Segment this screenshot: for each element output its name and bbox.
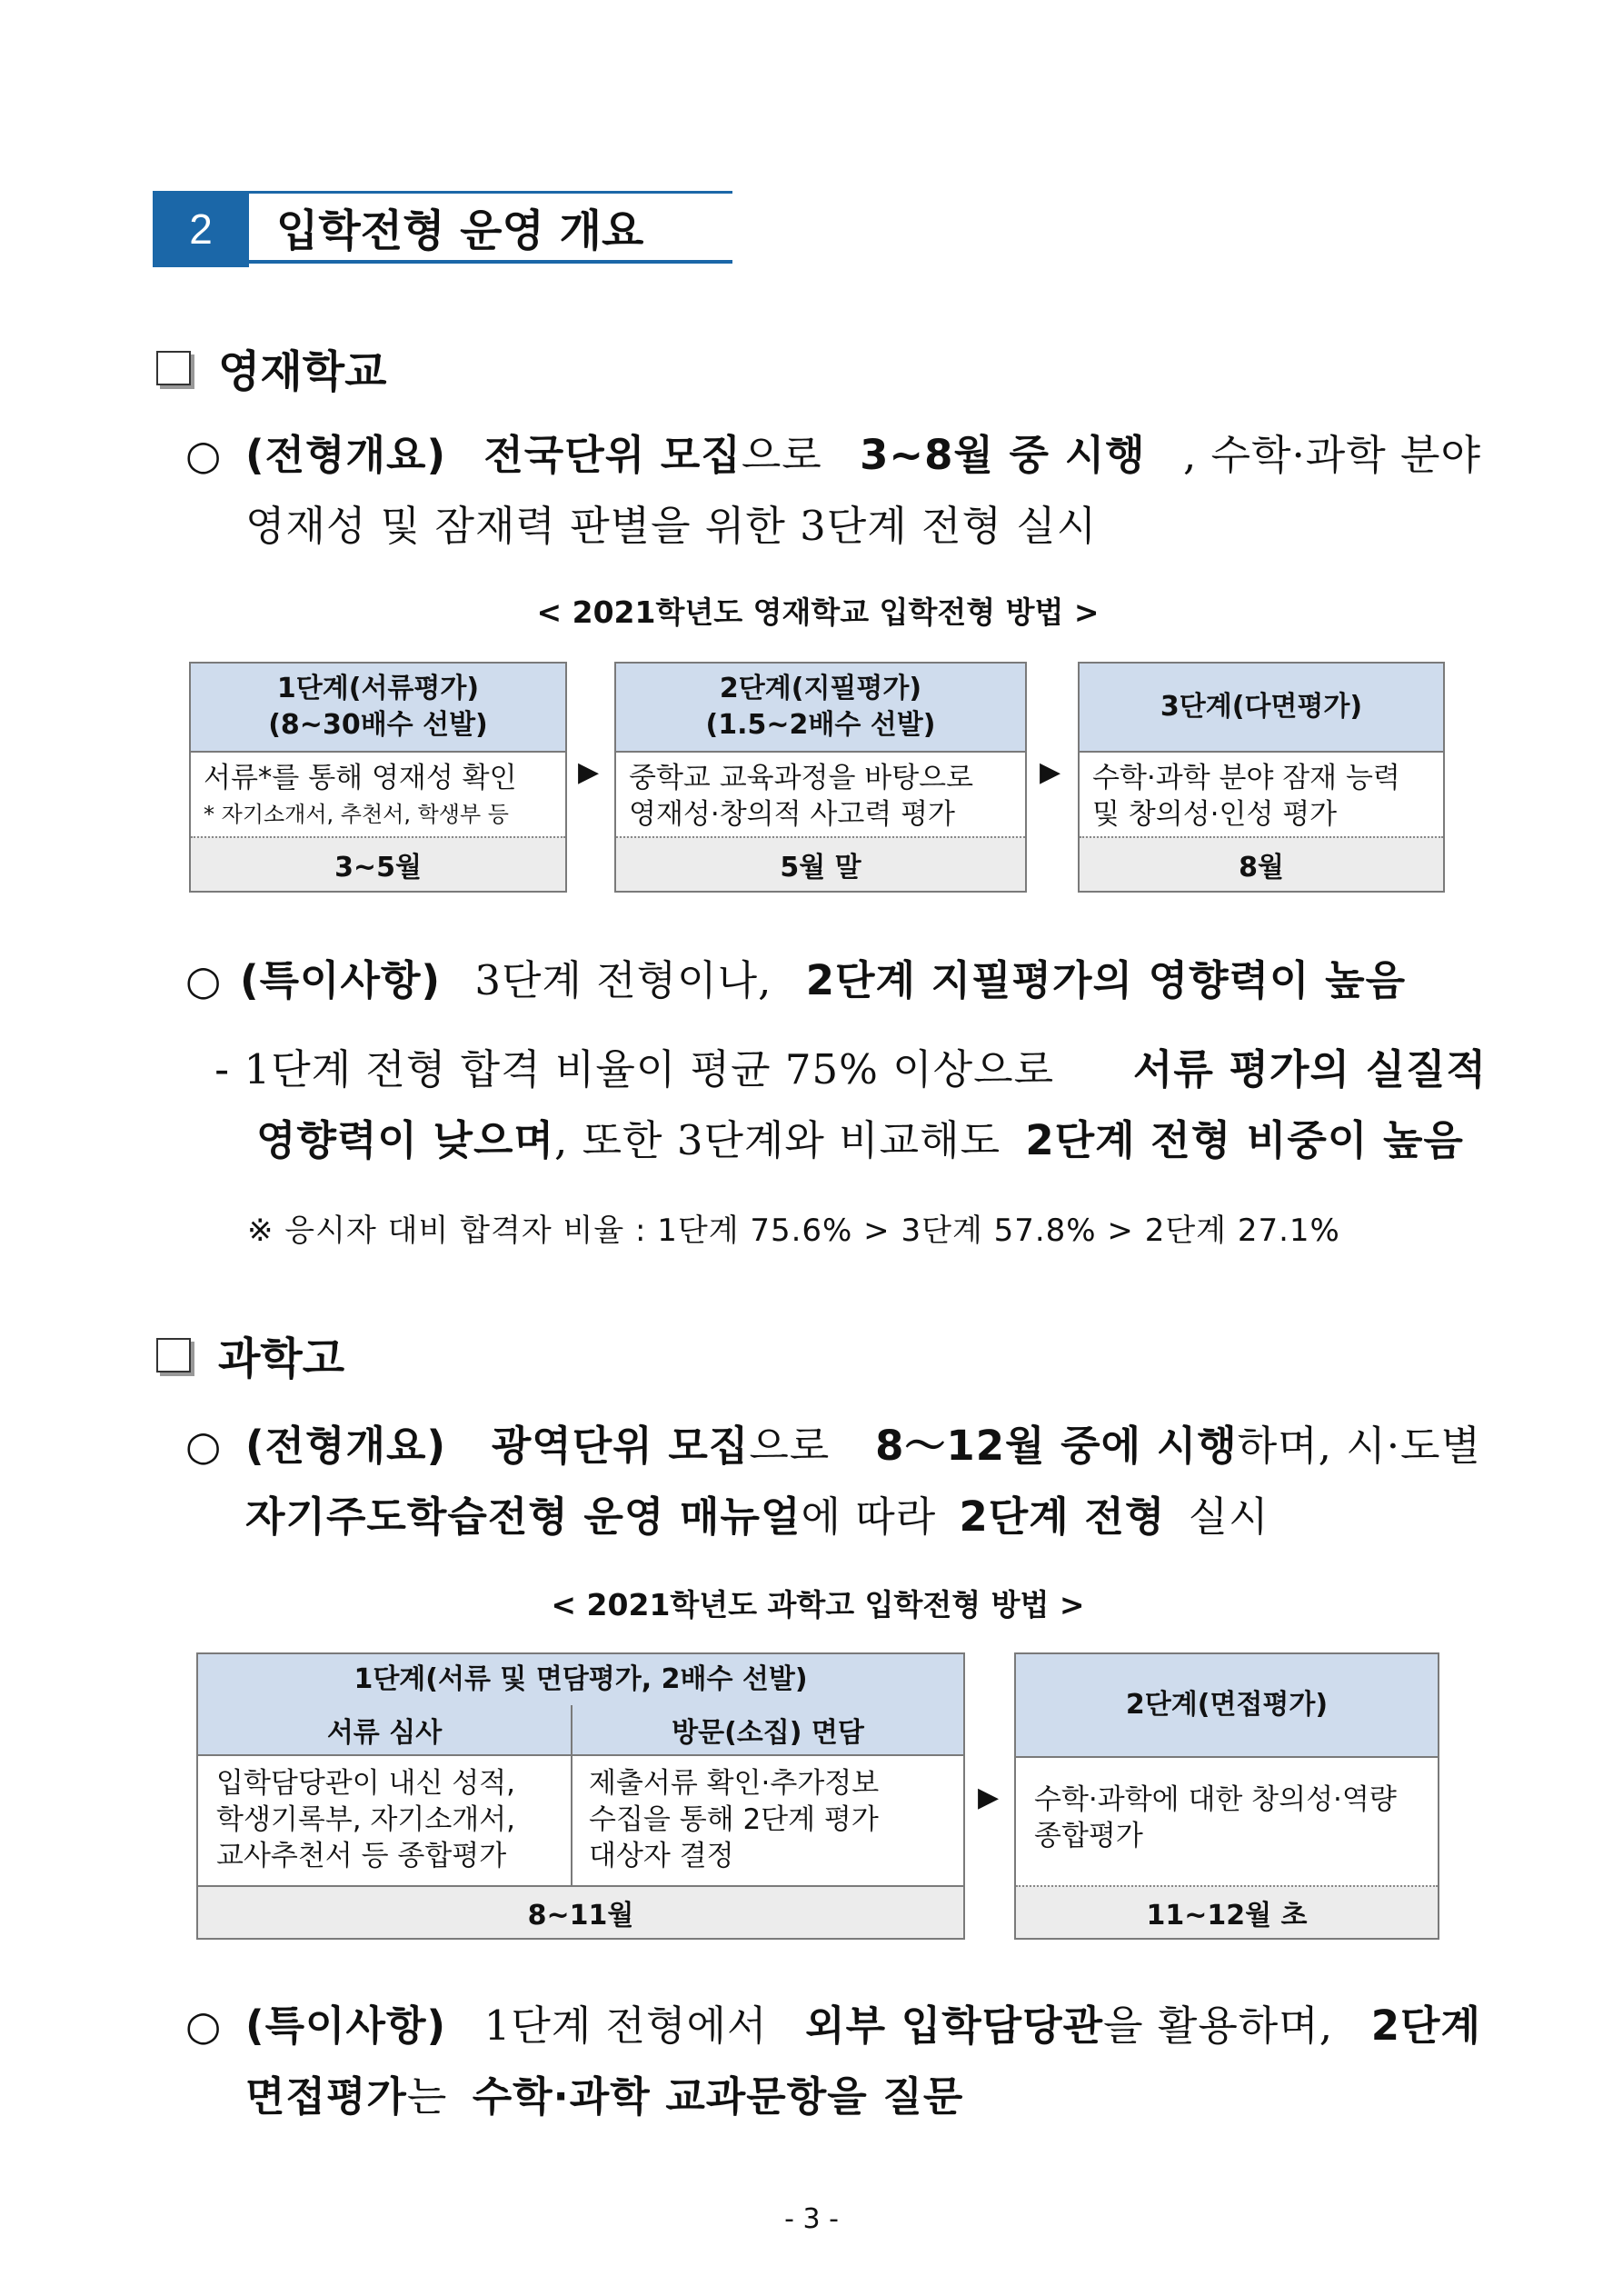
stage-desc: 종합평가: [1034, 1820, 1143, 1852]
gifted-heading: [156, 336, 386, 399]
special-label: (특이사항): [245, 2002, 447, 2050]
col-line: 교사추천서 등 종합평가: [216, 1840, 507, 1872]
stage-period: 5월 말: [616, 836, 1025, 891]
special-bold: 2단계: [1370, 2002, 1481, 2050]
detail-bold: 2단계 전형 비중이 높음: [1025, 1116, 1464, 1164]
gifted-caption: < 2021학년도 영재학교 입학전형 방법 >: [536, 594, 1100, 630]
stage-header: [191, 664, 565, 753]
overview-bold: 자기주도학습전형 운영 매뉴얼: [245, 1492, 802, 1541]
overview-bold: 전국단위 모집: [483, 431, 742, 479]
dash-bullet: -: [214, 1045, 231, 1093]
stage-note: * 자기소개서, 추천서, 학생부 등: [204, 802, 509, 827]
column-divider: [571, 1756, 573, 1889]
special-text: 을 활용하며,: [1103, 2002, 1334, 2050]
overview-bold: 광역단위 모집: [491, 1422, 750, 1470]
stage-body: [1034, 1782, 1430, 1854]
science-heading: [156, 1323, 344, 1386]
col-line: 입학담당관이 내신 성적,: [216, 1767, 516, 1800]
col-line: 학생기록부, 자기소개서,: [216, 1803, 516, 1836]
overview-text-field: , 수학·과학 분야: [1182, 431, 1481, 479]
detail-bold: 서류 평가의 실질적: [1132, 1045, 1487, 1093]
overview-text: 하며, 시·도별: [1237, 1422, 1481, 1470]
checkbox-square-icon: [156, 351, 191, 385]
col-line: 대상자 결정: [589, 1840, 734, 1872]
stage-period: 8월: [1080, 836, 1443, 891]
gifted-detail: [214, 1034, 1487, 1176]
science-caption: < 2021학년도 과학고 입학전형 방법 >: [551, 1587, 1085, 1622]
col-line: 제출서류 확인·추가정보: [589, 1767, 880, 1800]
col-line: 수집을 통해 2단계 평가: [589, 1803, 879, 1836]
stage-body: [204, 760, 558, 833]
stage-title: 1단계(서류평가): [276, 673, 480, 704]
science-heading-text: 과학고: [218, 1333, 345, 1384]
stage-subheader: [198, 1705, 963, 1756]
col-header: 서류 심사: [198, 1705, 573, 1754]
overview-bold-period: 3~8월 중 시행: [860, 431, 1146, 479]
col-body: [589, 1765, 952, 1874]
stage-body: [629, 760, 1018, 833]
stage-header: 2단계(면접평가): [1016, 1654, 1438, 1758]
special-text: 는: [406, 2072, 448, 2121]
stage-header: [1080, 664, 1443, 753]
gifted-heading-text: 영재학교: [218, 346, 387, 397]
overview-label: (전형개요): [245, 1422, 447, 1470]
stage-header: 1단계(서류 및 면담평가, 2배수 선발): [198, 1654, 963, 1707]
overview-bold-period: 8～12월 중에 시행: [875, 1422, 1238, 1470]
special-label: (특이사항): [240, 956, 442, 1004]
stage-subtitle: (8~30배수 선발): [268, 709, 488, 741]
bullet-circle-icon: ○: [185, 2002, 223, 2050]
arrow-right-icon: ▶: [1040, 756, 1061, 788]
stage-desc: 수학·과학 분야 잠재 능력: [1092, 762, 1400, 794]
ratio-note: ※ 응시자 대비 합격자 비율 : 1단계 75.6% > 3단계 57.8% > 2단계 27.1%: [247, 1213, 1340, 1249]
science-stage-2: [1014, 1652, 1439, 1940]
stage-period: 3~5월: [191, 836, 565, 891]
stage-subtitle: (1.5~2배수 선발): [705, 709, 936, 741]
overview-text: 실시: [1188, 1492, 1270, 1541]
arrow-right-icon: ▶: [578, 756, 600, 788]
stage-period: 11~12월 초: [1016, 1885, 1438, 1938]
col-body: [216, 1765, 562, 1874]
overview-line2: 영재성 및 잠재력 판별을 위한 3단계 전형 실시: [245, 502, 1098, 550]
checkbox-square-icon: [156, 1338, 191, 1373]
overview-text: 으로: [749, 1422, 831, 1470]
col-header: 방문(소집) 면담: [672, 1717, 864, 1749]
detail-text: 1단계 전형 합격 비율이 평균 75% 이상으로: [244, 1045, 1055, 1093]
overview-bold: 2단계 전형: [959, 1492, 1166, 1541]
special-text: 3단계 전형이나,: [474, 956, 772, 1004]
stage-desc: 영재성·창의적 사고력 평가: [629, 798, 955, 831]
special-bold: 면접평가: [245, 2072, 407, 2121]
gifted-overview: [185, 420, 1481, 562]
section-title: 입학전형 운영 개요: [249, 191, 732, 264]
stage-title: 3단계(다면평가): [1160, 691, 1363, 723]
stage-header: [616, 664, 1025, 753]
science-stage-1: [196, 1652, 965, 1940]
stage-desc: 서류*를 통해 영재성 확인: [204, 762, 517, 794]
stage-period: 8~11월: [198, 1885, 963, 1938]
science-special: [185, 1991, 1481, 2132]
bullet-circle-icon: ○: [185, 431, 223, 479]
section-header: [153, 191, 732, 267]
section-number: 2: [153, 191, 249, 267]
special-text: 1단계 전형에서: [483, 2002, 768, 2050]
detail-bold: 영향력이 낮으며: [256, 1116, 554, 1164]
gifted-stage-1: [189, 662, 567, 893]
bullet-circle-icon: ○: [185, 1422, 223, 1470]
overview-text: 으로: [741, 431, 822, 479]
special-bold: 수학·과학 교과문항을 질문: [472, 2072, 964, 2121]
page-number: - 3 -: [784, 2203, 839, 2235]
stage-desc: 수학·과학에 대한 창의성·역량: [1034, 1783, 1397, 1816]
arrow-right-icon: ▶: [978, 1782, 1000, 1813]
stage-body: [1092, 760, 1436, 833]
gifted-special: [185, 945, 1476, 1016]
gifted-stage-2: [614, 662, 1027, 893]
bullet-circle-icon: ○: [185, 956, 223, 1004]
special-bold: 2단계 지필평가의 영향력이 높음: [805, 956, 1407, 1004]
special-bold: 외부 입학담당관: [805, 2002, 1104, 2050]
stage-desc: 및 창의성·인성 평가: [1092, 798, 1338, 831]
detail-text: , 또한 3단계와 비교해도: [553, 1116, 1001, 1164]
stage-title: 2단계(지필평가): [719, 673, 922, 704]
overview-label: (전형개요): [245, 431, 447, 479]
gifted-stage-3: [1078, 662, 1445, 893]
stage-desc: 중학교 교육과정을 바탕으로: [629, 762, 974, 794]
science-overview: [185, 1411, 1481, 1552]
overview-text: 에 따라: [801, 1492, 937, 1541]
